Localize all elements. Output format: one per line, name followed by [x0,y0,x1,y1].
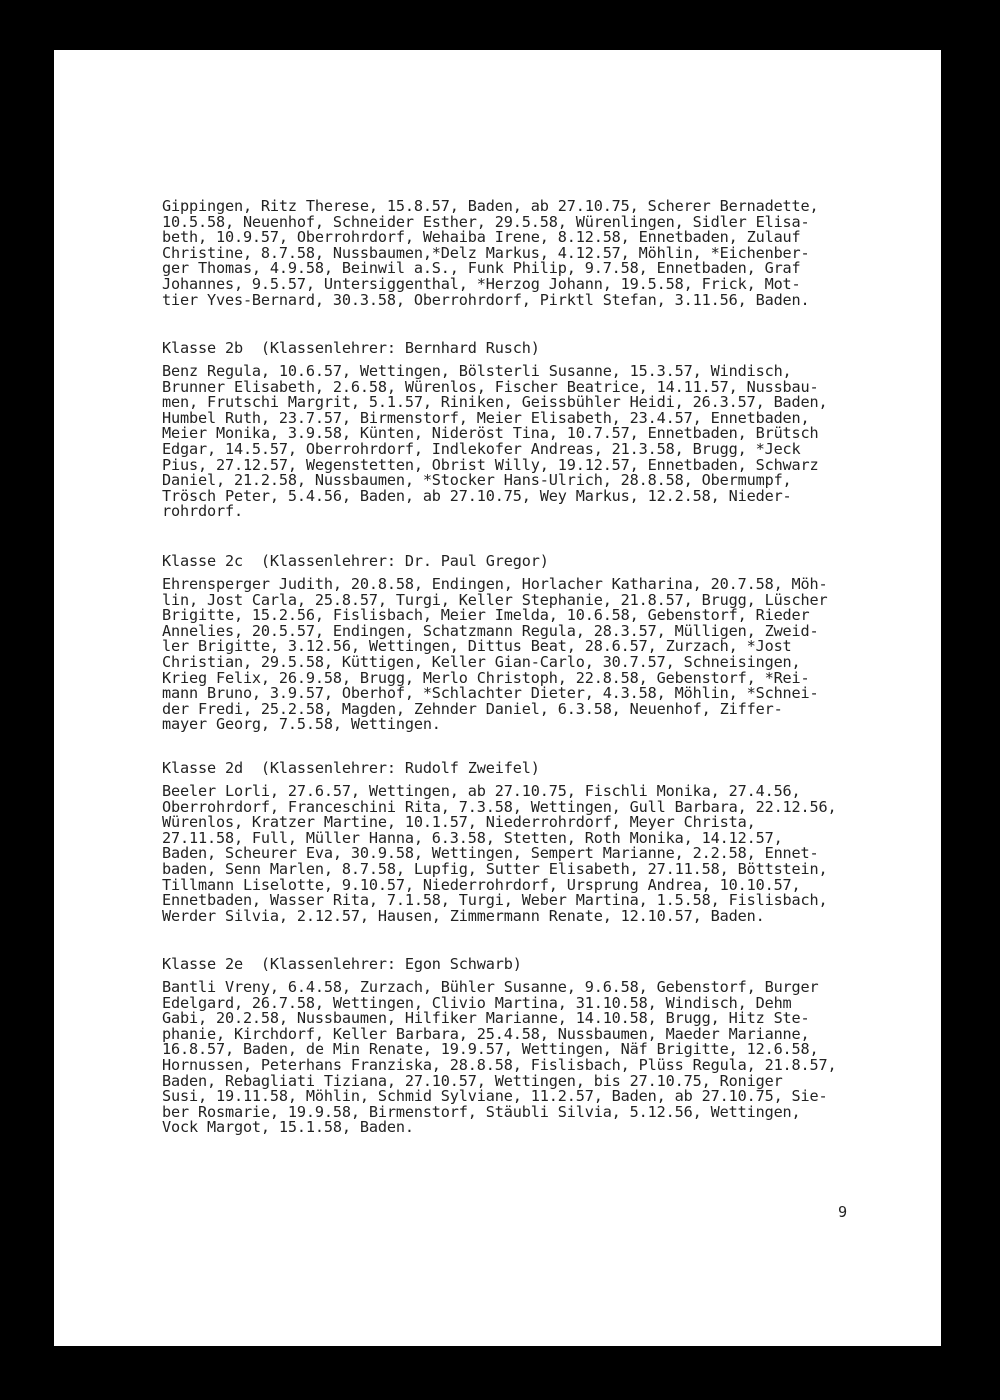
text-line: Brunner Elisabeth, 2.6.58, Würenlos, Fischer Beatrice, 14.11.57, Nussbau- [162,377,819,396]
text-line: Bantli Vreny, 6.4.58, Zurzach, Bühler Susanne, 9.6.58, Gebenstorf, Burger [162,978,819,996]
text-line: ger Thomas, 4.9.58, Beinwil a.S., Funk Philip, 9.7.58, Ennetbaden, Graf [162,259,801,278]
section-klasse-2c [162,551,874,733]
text-line: Christine, 8.7.58, Nussbaumen,*Delz Markus, 4.12.57, Möhlin, *Eichenber- [162,243,810,262]
text-line: Pius, 27.12.57, Wegenstetten, Obrist Willy, 19.12.57, Ennetbaden, Schwarz [162,455,819,474]
text-line: lin, Jost Carla, 25.8.57, Turgi, Keller Stephanie, 21.8.57, Brugg, Lüscher [162,590,828,609]
text-line: 27.11.58, Full, Müller Hanna, 6.3.58, Stetten, Roth Monika, 14.12.57, [162,828,783,847]
text-line: baden, Senn Marlen, 8.7.58, Lupfig, Sutter Elisabeth, 27.11.58, Böttstein, [162,859,828,878]
text-line: Baden, Rebagliati Tiziana, 27.10.57, Wettingen, bis 27.10.75, Roniger [162,1071,783,1090]
section-klasse-2d [162,758,874,924]
text-line: men, Frutschi Margrit, 5.1.57, Riniken, Geissbühler Heidi, 26.3.57, Baden, [162,393,828,412]
section-heading: Klasse 2e (Klassenlehrer: Egon Schwarb) [162,955,522,973]
text-line: Werder Silvia, 2.12.57, Hausen, Zimmermann Renate, 12.10.57, Baden. [162,906,765,925]
section-klasse-2b [162,338,874,520]
text-line: der Fredi, 25.2.58, Magden, Zehnder Daniel, 6.3.58, Neuenhof, Ziffer- [162,699,783,718]
text-line: Daniel, 21.2.58, Nussbaumen, *Stocker Hans-Ulrich, 28.8.58, Obermumpf, [162,471,792,490]
text-line: rohrdorf. [162,502,243,521]
text-line: mann Bruno, 3.9.57, Oberhof, *Schlachter Dieter, 4.3.58, Möhlin, *Schnei- [162,684,819,703]
text-line: Edelgard, 26.7.58, Wettingen, Clivio Martina, 31.10.58, Windisch, Dehm [162,993,792,1012]
text-line: ler Brigitte, 3.12.56, Wettingen, Dittus Beat, 28.6.57, Zurzach, *Jost [162,637,792,656]
section-heading: Klasse 2d (Klassenlehrer: Rudolf Zweifel) [162,759,540,777]
text-line: Christian, 29.5.58, Küttigen, Keller Gian-Carlo, 30.7.57, Schneisingen, [162,652,801,671]
text-line: 16.8.57, Baden, de Min Renate, 19.9.57, Wettingen, Näf Brigitte, 12.6.58, [162,1040,819,1059]
text-line: 10.5.58, Neuenhof, Schneider Esther, 29.5.58, Würenlingen, Sidler Elisa- [162,212,810,231]
text-line: Edgar, 14.5.57, Oberrohrdorf, Indlekofer Andreas, 21.3.58, Brugg, *Jeck [162,439,801,458]
text-line: Ennetbaden, Wasser Rita, 7.1.58, Turgi, Weber Martina, 1.5.58, Fislisbach, [162,891,828,910]
text-line: tier Yves-Bernard, 30.3.58, Oberrohrdorf, Pirktl Stefan, 3.11.56, Baden. [162,290,810,309]
text-line: beth, 10.9.57, Oberrohrdorf, Wehaiba Irene, 8.12.58, Ennetbaden, Zulauf [162,228,801,247]
text-line: Hornussen, Peterhans Franziska, 28.8.58, Fislisbach, Plüss Regula, 21.8.57, [162,1055,837,1074]
text-line: Humbel Ruth, 23.7.57, Birmenstorf, Meier Elisabeth, 23.4.57, Ennetbaden, [162,408,810,427]
text-line: Meier Monika, 3.9.58, Künten, Nideröst Tina, 10.7.57, Ennetbaden, Brütsch [162,424,819,443]
page-number: 9 [838,1203,848,1221]
text-line: Beeler Lorli, 27.6.57, Wettingen, ab 27.10.75, Fischli Monika, 27.4.56, [162,782,801,800]
text-line: Würenlos, Kratzer Martine, 10.1.57, Niederrohrdorf, Meyer Christa, [162,813,756,832]
text-line: Baden, Scheurer Eva, 30.9.58, Wettingen, Sempert Marianne, 2.2.58, Ennet- [162,844,819,863]
text-line: Annelies, 20.5.57, Endingen, Schatzmann Regula, 28.3.57, Mülligen, Zweid- [162,621,819,640]
text-line: Johannes, 9.5.57, Untersiggenthal, *Herzog Johann, 19.5.58, Frick, Mot- [162,274,801,293]
text-line: Benz Regula, 10.6.57, Wettingen, Bölsterli Susanne, 15.3.57, Windisch, [162,362,792,380]
text-line: mayer Georg, 7.5.58, Wettingen. [162,715,441,734]
text-line: ber Rosmarie, 19.9.58, Birmenstorf, Stäubli Silvia, 5.12.56, Wettingen, [162,1102,801,1121]
text-line: Susi, 19.11.58, Möhlin, Schmid Sylviane, 11.2.57, Baden, ab 27.10.75, Sie- [162,1087,828,1106]
text-line: Vock Margot, 15.1.58, Baden. [162,1118,414,1137]
document-page [54,50,941,1346]
intro-paragraph [162,199,874,308]
text-line: Brigitte, 15.2.56, Fislisbach, Meier Imelda, 10.6.58, Gebenstorf, Rieder [162,606,810,625]
text-line: Tillmann Liselotte, 9.10.57, Niederrohrdorf, Ursprung Andrea, 10.10.57, [162,875,801,894]
text-line: Ehrensperger Judith, 20.8.58, Endingen, Horlacher Katharina, 20.7.58, Möh- [162,575,828,593]
text-line: Oberrohrdorf, Franceschini Rita, 7.3.58, Wettingen, Gull Barbara, 22.12.56, [162,797,837,816]
section-heading: Klasse 2b (Klassenlehrer: Bernhard Rusch) [162,339,540,357]
text-line: Gippingen, Ritz Therese, 15.8.57, Baden, ab 27.10.75, Scherer Bernadette, [162,197,819,215]
text-line: Trösch Peter, 5.4.56, Baden, ab 27.10.75, Wey Markus, 12.2.58, Nieder- [162,486,792,505]
section-heading: Klasse 2c (Klassenlehrer: Dr. Paul Gregor) [162,552,549,570]
text-line: Gabi, 20.2.58, Nussbaumen, Hilfiker Marianne, 14.10.58, Brugg, Hitz Ste- [162,1009,810,1028]
text-line: Krieg Felix, 26.9.58, Brugg, Merlo Christoph, 22.8.58, Gebenstorf, *Rei- [162,668,810,687]
text-line: phanie, Kirchdorf, Keller Barbara, 25.4.58, Nussbaumen, Maeder Marianne, [162,1024,810,1043]
section-klasse-2e [162,954,874,1136]
